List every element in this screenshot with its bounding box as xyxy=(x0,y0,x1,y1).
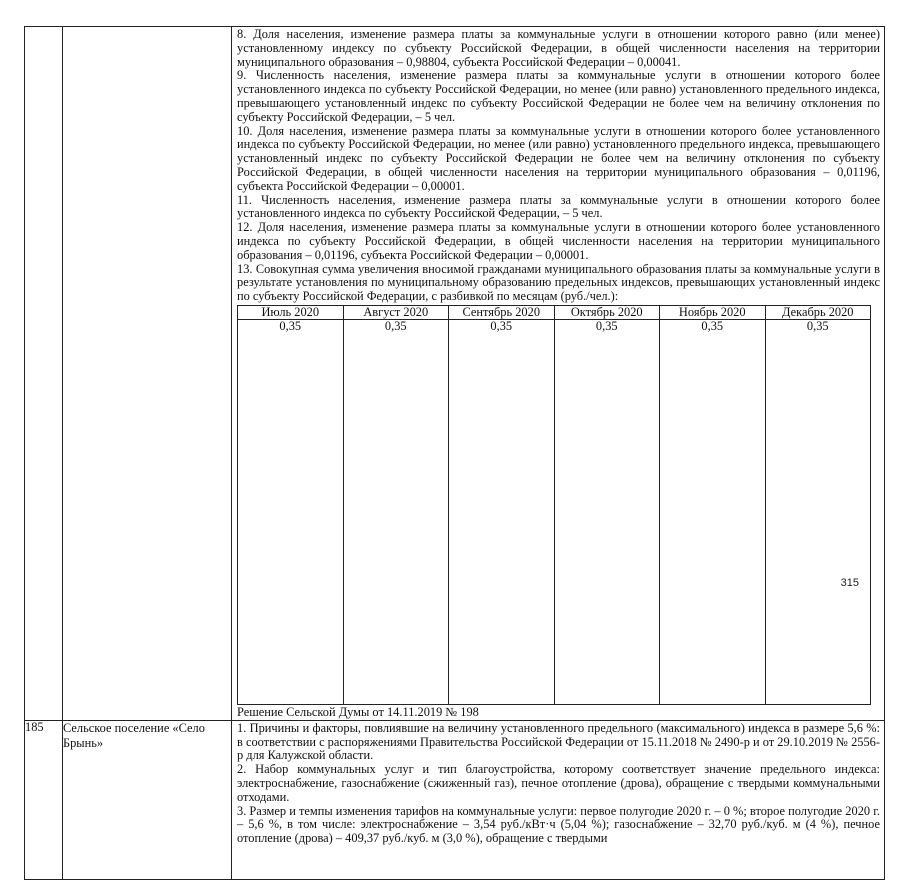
municipality-name-cell: Сельское поселение «Село Брынь» xyxy=(63,720,232,879)
decision-reference: Решение Сельской Думы от 14.11.2019 № 198 xyxy=(237,704,479,719)
month-value: 0,35 xyxy=(660,319,766,704)
indicators-cell xyxy=(232,27,885,721)
municipality-name-cell xyxy=(63,27,232,721)
month-value: 0,35 xyxy=(554,319,660,704)
month-header: Ноябрь 2020 xyxy=(660,305,766,319)
indicators-cell xyxy=(232,720,885,879)
indicator-paragraph-10: 10. Доля населения, изменение размера платы за коммунальные услуги в отношении которого более установленного индекса по субъекту Российской Федерации, но менее (или равно) установленного предельного индекса, превышающего установленный индекс по субъекту Российской Федерации не более чем на величину отклонения по субъекту Российской Федерации, в общей численности населения на территории муниципального образования – 0,01196, субъекта Российской Федерации – 0,00001. xyxy=(237,123,880,193)
indicator-paragraph-2: 2. Набор коммунальных услуг и тип благоустройства, которому соответствует значение предельного индекса: электроснабжение, газоснабжение (сжиженный газ), печное отопление (дрова), обращение с твердыми коммунальными отходами. xyxy=(237,762,880,804)
month-value: 0,35 xyxy=(449,319,555,704)
row-number-cell: 185 xyxy=(25,720,63,879)
page-number: 315 xyxy=(840,577,859,589)
month-header: Август 2020 xyxy=(343,305,449,319)
month-value: 0,35 xyxy=(343,319,449,704)
indicator-paragraph-8: 8. Доля населения, изменение размера платы за коммунальные услуги в отношении которого равно (или менее) установленному индексу по субъекту Российской Федерации, в общей численности населения на территории муниципального образования – 0,98804, субъекта Российской Федерации – 0,00041. xyxy=(237,27,880,69)
month-header: Сентябрь 2020 xyxy=(449,305,555,319)
table-row xyxy=(25,27,885,721)
indicator-paragraph-9: 9. Численность населения, изменение размера платы за коммунальные услуги в отношении которого более установленного индекса по субъекту Российской Федерации, но менее (или равно) установленного предельного индекса, превышающего установленный индекс по субъекту Российской Федерации не более чем на величину отклонения по субъекту Российской Федерации, – 5 чел. xyxy=(237,68,880,124)
indicator-paragraph-3: 3. Размер и темпы изменения тарифов на коммунальные услуги: первое полугодие 2020 г. – 0 %; второе полугодие 2020 г. – 5,6 %, в том числе: электроснабжение – 3,54 руб./кВт·ч (5,04 %); газоснабжение – 32,70 руб./куб. м (4 %), печное отопление (дрова) – 409,37 руб./куб. м (3,0 %), обращение с твердыми xyxy=(237,803,880,846)
table-row xyxy=(25,720,885,879)
indicator-paragraph-1: 1. Причины и факторы, повлиявшие на величину установленного предельного (максимального) индекса в размере 5,6 %: в соответствии с распоряжениями Правительства Российской Федерации от 15.11.2018 № 2490-р и от 29.10.2019 № 2556-р для Калужской области. xyxy=(237,720,880,763)
months-value-row xyxy=(238,319,871,704)
month-header: Июль 2020 xyxy=(238,305,344,319)
row-number-cell xyxy=(25,27,63,721)
indicator-paragraph-12: 12. Доля населения, изменение размера платы за коммунальные услуги в отношении которого более установленного индекса по субъекту Российской Федерации, в общей численности населения на территории муниципального образования – 0,01196, субъекта Российской Федерации – 0,00001. xyxy=(237,220,880,262)
month-header: Декабрь 2020 xyxy=(765,305,871,319)
months-header-row xyxy=(238,305,871,319)
indicator-paragraph-13: 13. Совокупная сумма увеличения вносимой гражданами муниципального образования платы за коммунальные услуги в результате установления по муниципальному образованию предельных индексов, превышающих установленный индекс по субъекту Российской Федерации, с разбивкой по месяцам (руб./чел.): xyxy=(237,261,880,304)
indicator-paragraph-11: 11. Численность населения, изменение размера платы за коммунальные услуги в отношении которого более установленного индекса по субъекту Российской Федерации, – 5 чел. xyxy=(237,192,880,221)
monthly-increase-table xyxy=(237,305,871,705)
municipal-index-table xyxy=(24,26,885,880)
month-value: 0,35 xyxy=(238,319,344,704)
month-header: Октябрь 2020 xyxy=(554,305,660,319)
month-value: 0,35 xyxy=(765,319,871,704)
